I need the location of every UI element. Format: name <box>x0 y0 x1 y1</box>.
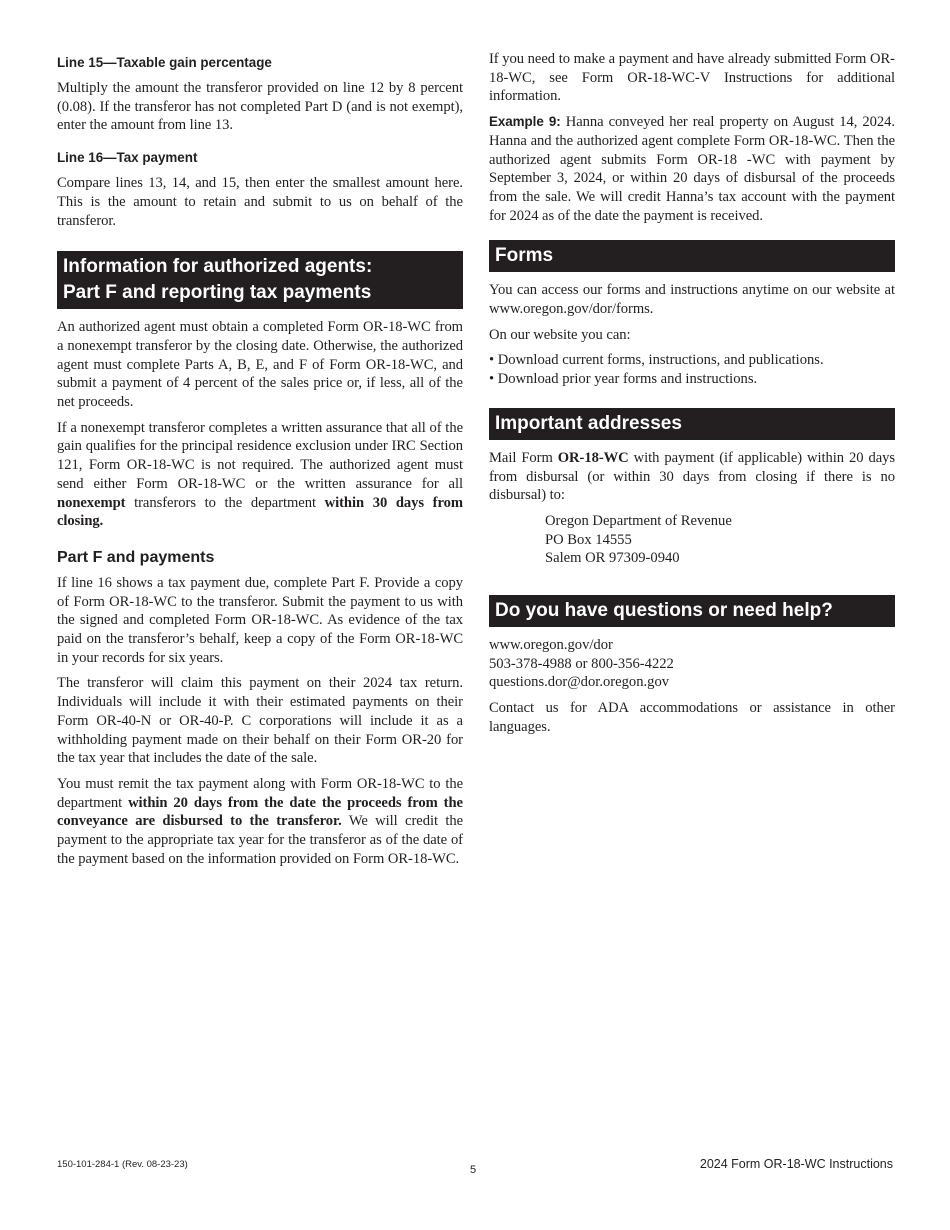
partf-paragraph-3: You must remit the tax payment along with Form OR-18-WC to the department within 20 days from the date the proceeds from the conveyance are disbursed to the transferor. We will credit the payment to the appropriate tax year for the transferor as of the date of the payment based on the information provided on Form OR-18-WC. <box>57 775 463 867</box>
agents-banner-line2: Part F and reporting tax payments <box>63 282 372 304</box>
mailing-address <box>545 512 895 568</box>
list-item: • Download prior year forms and instructions. <box>489 371 758 388</box>
website-link[interactable]: www.oregon.gov/dor <box>489 637 613 654</box>
addresses-banner: Important addresses <box>489 408 895 440</box>
help-banner: Do you have questions or need help? <box>489 595 895 627</box>
agents-paragraph-1: An authorized agent must obtain a completed Form OR-18-WC from a nonexempt transferor by the closing date. Otherwise, the authorized agent must complete Parts A, B, E, and F of Form OR-18-WC, and submit a payment of 4 percent of the sales price or, if less, all of the net proceeds. <box>57 319 463 411</box>
phone-numbers: 503-378-4988 or 800-356-4222 <box>489 655 674 672</box>
forms-paragraph-2: On our website you can: <box>489 326 631 343</box>
contact-info <box>489 636 895 692</box>
partf-paragraph-1: If line 16 shows a tax payment due, complete Part F. Provide a copy of Form OR-18-WC to the transferor. Submit the payment to us with the signed and completed Form OR-18-WC. As evidence of the tax paid on the transferor’s behalf, keep a copy of the Form OR-18-WC in your records for six years. <box>57 574 463 666</box>
forms-paragraph-1: You can access our forms and instructions anytime on our website at www.oregon.gov/dor/forms. <box>489 282 895 318</box>
agents-banner <box>57 251 463 309</box>
payment-intro: If you need to make a payment and have already submitted Form OR-18-WC, see Form OR-18-WC-V Instructions for additional information. <box>489 51 895 105</box>
footer-form-number: 150-101-284-1 (Rev. 08-23-23) <box>57 1159 188 1170</box>
list-item: • Download current forms, instructions, and publications. <box>489 352 824 369</box>
line15-body: Multiply the amount the transferor provided on line 12 by 8 percent (0.08). If the transferor has not completed Part D (and is not exempt), enter the amount from line 13. <box>57 80 463 134</box>
right-column <box>489 50 895 744</box>
ada-paragraph: Contact us for ADA accommodations or assistance in other languages. <box>489 700 895 735</box>
email-link[interactable]: questions.dor@dor.oregon.gov <box>489 674 670 691</box>
forms-bullet-list <box>489 351 895 388</box>
agents-paragraph-2: If a nonexempt transferor completes a written assurance that all of the gain qualifies for the principal residence exclusion under IRC Section 121, Form OR-18-WC is not required. The authorized agent must send either Form OR-18-WC or the written assurance for all nonexempt transferors to the department within 30 days from closing. <box>57 419 464 530</box>
footer-page-number: 5 <box>470 1164 477 1176</box>
line15-heading: Line 15—Taxable gain percentage <box>57 55 272 70</box>
addresses-paragraph: Mail Form OR-18-WC with payment (if applicable) within 20 days from disbursal (or within 30 days from closing if there is no disbursal) to: <box>489 449 895 504</box>
partf-heading: Part F and payments <box>57 548 215 566</box>
left-column <box>57 50 463 876</box>
address-line: PO Box 14555 <box>545 531 632 548</box>
address-line: Oregon Department of Revenue <box>545 512 732 529</box>
example-9: Example 9: Hanna conveyed her real property on August 14, 2024. Hanna and the authorized agent complete Form OR-18-WC. Then the authorized agent submits Form OR-18 -WC with payment by September 3, 2024, or within 20 days of disbursal of the proceeds from the sale. We will credit Hanna’s tax account with the payment for 2024 as of the date the payment is received. <box>489 114 895 224</box>
address-line: Salem OR 97309-0940 <box>545 550 680 567</box>
agents-banner-line1: Information for authorized agents: <box>63 256 373 278</box>
line16-body: Compare lines 13, 14, and 15, then enter the smallest amount here. This is the amount to retain and submit to us on behalf of the transferor. <box>57 175 463 229</box>
partf-paragraph-2: The transferor will claim this payment on their 2024 tax return. Individuals will include it with their estimated payments on their Form OR-40-N or OR-40-P. C corporations will include it as a withholding payment made on their behalf on their Form OR-20 for the tax year that includes the date of the sale. <box>57 675 463 767</box>
line16-heading: Line 16—Tax payment <box>57 150 198 166</box>
footer-title: 2024 Form OR-18-WC Instructions <box>699 1157 893 1171</box>
forms-banner: Forms <box>489 240 895 272</box>
